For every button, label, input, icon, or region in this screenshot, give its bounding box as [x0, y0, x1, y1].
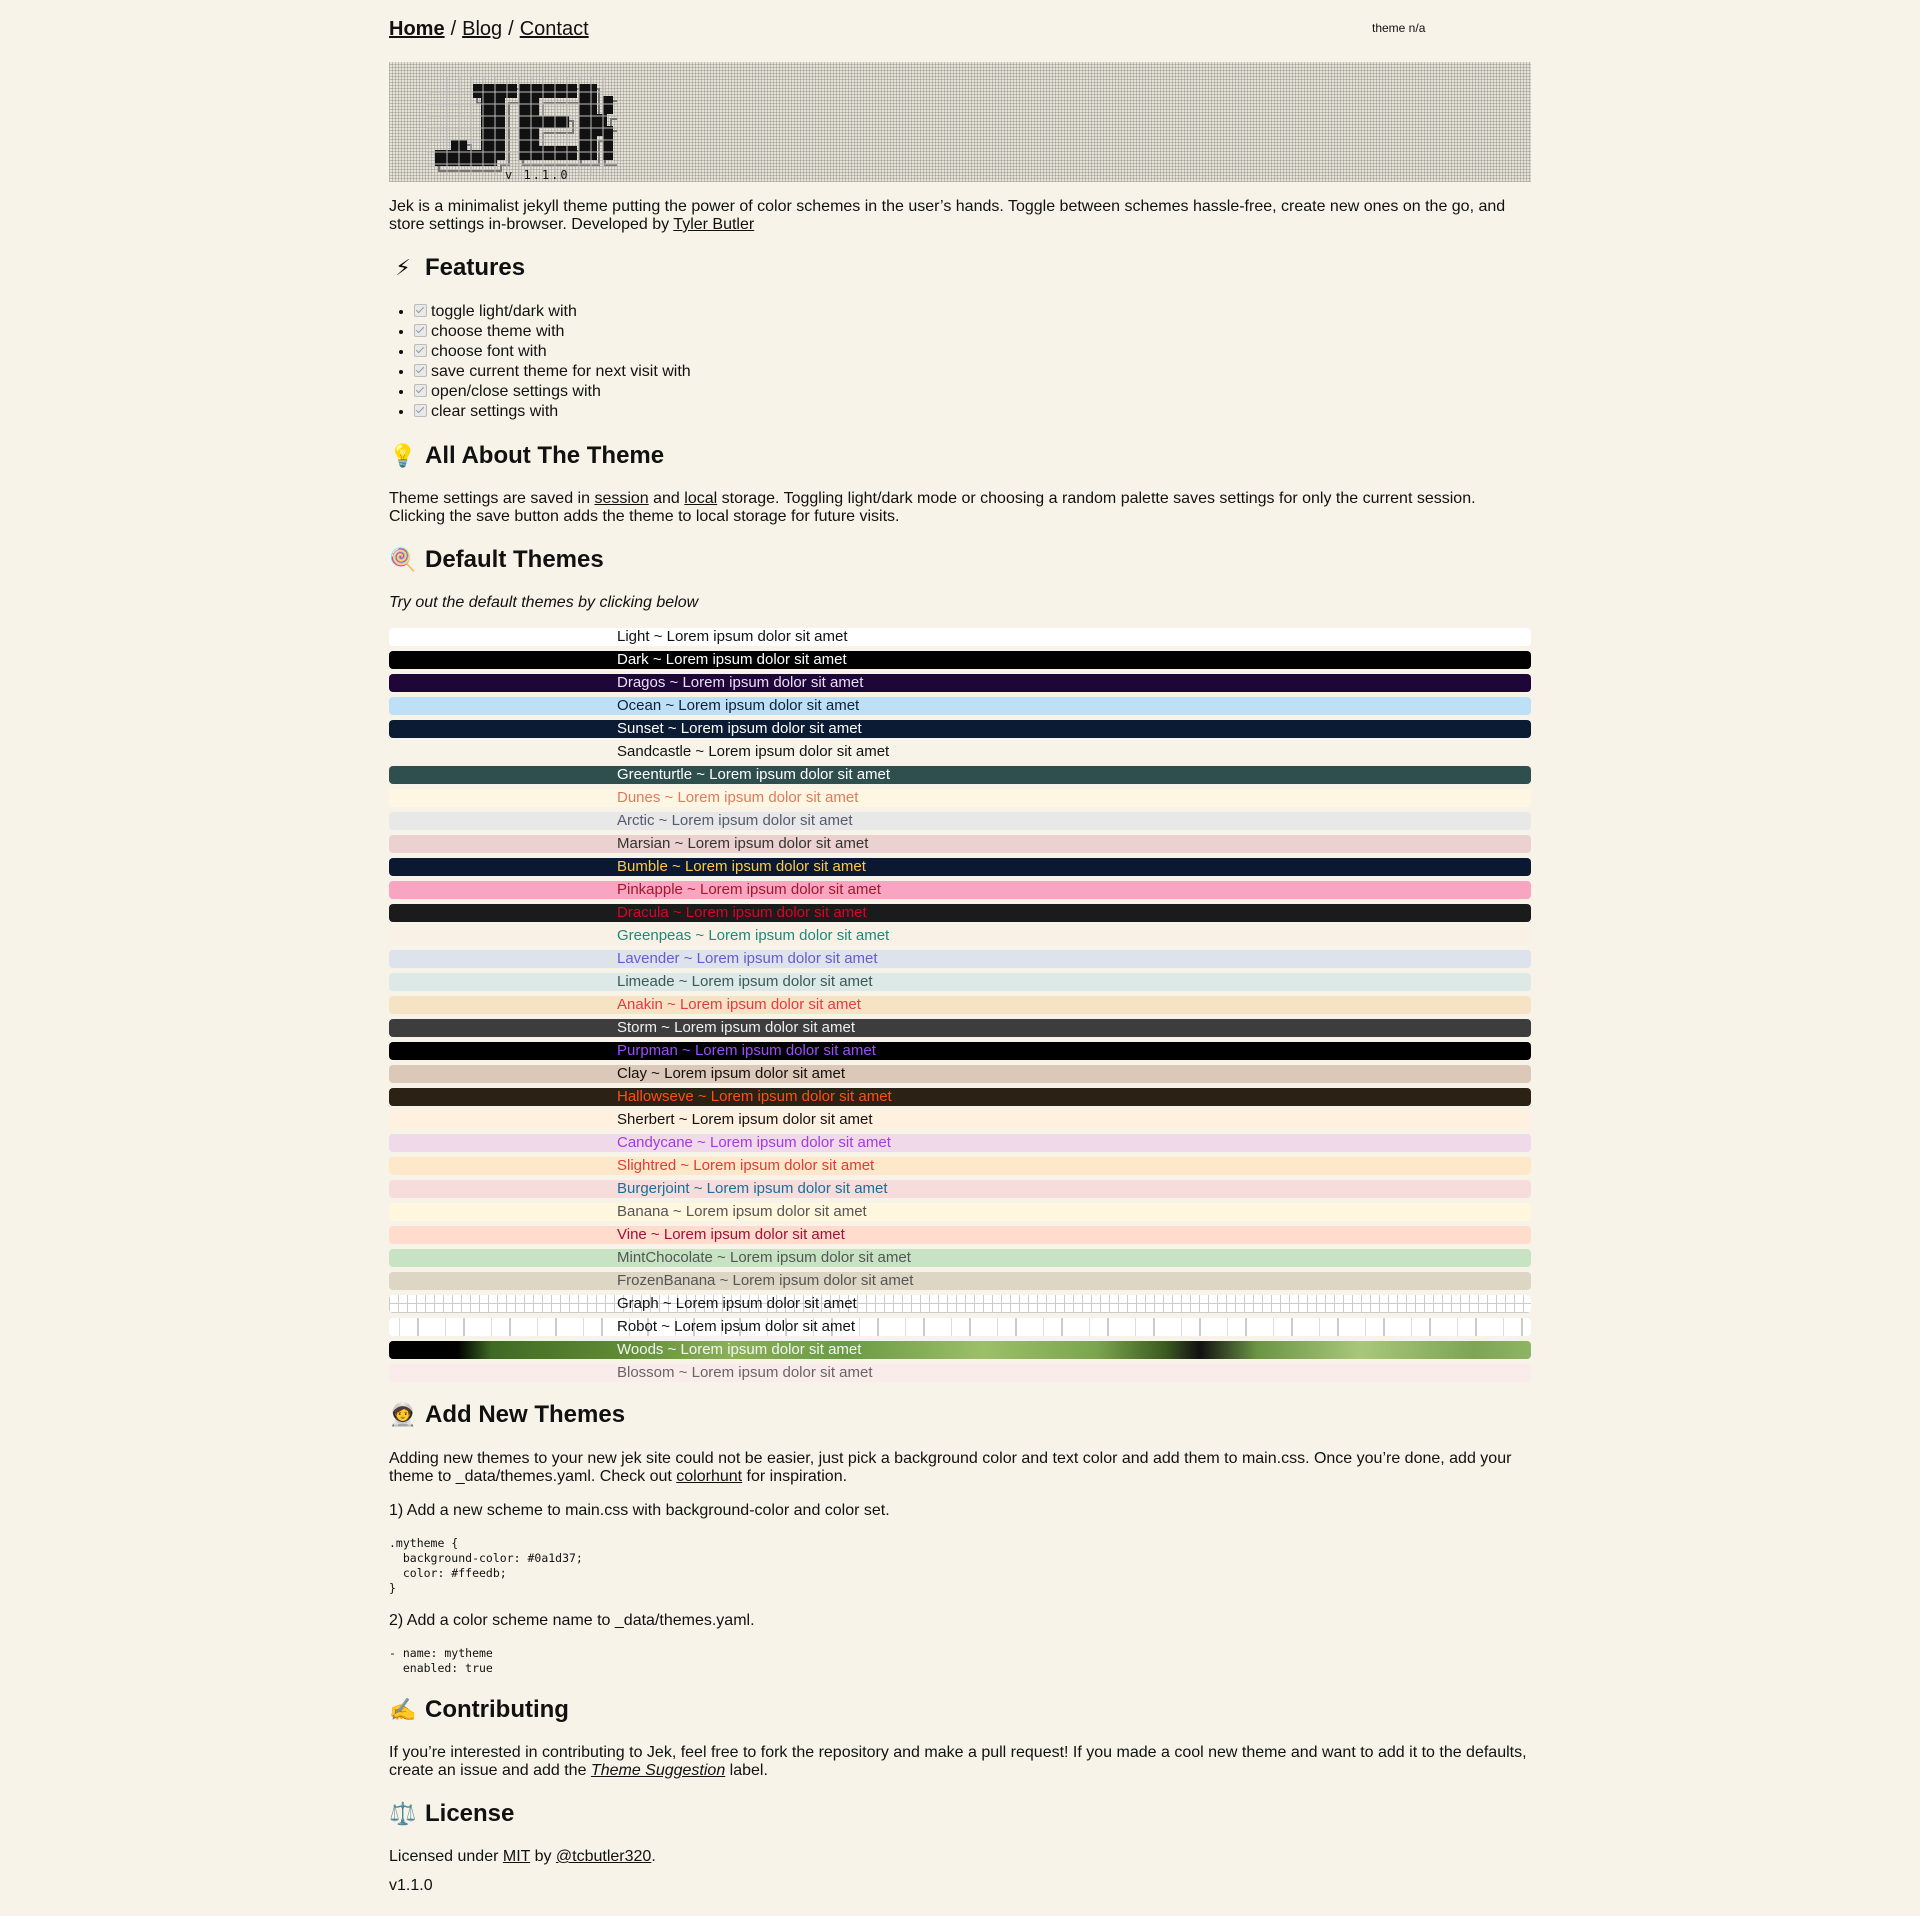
theme-option-clay[interactable]	[389, 1065, 1531, 1083]
theme-option-label	[617, 812, 853, 830]
theme-option-label	[617, 1157, 874, 1175]
feature-label: save current theme for next visit with	[431, 363, 691, 380]
theme-sample-text: ~ Lorem ipsum dolor sit amet	[646, 1226, 845, 1243]
theme-option-label	[617, 1042, 876, 1060]
theme-option-label	[617, 766, 890, 784]
theme-option-lavender[interactable]	[389, 950, 1531, 968]
theme-name: Bumble	[617, 858, 668, 875]
local-link[interactable]: local	[684, 490, 718, 507]
theme-option-label	[617, 1318, 855, 1336]
theme-option-dragos[interactable]	[389, 674, 1531, 692]
feature-item	[414, 382, 691, 402]
theme-sample-text: ~ Lorem ipsum dolor sit amet	[668, 1203, 867, 1220]
license-heading	[389, 1800, 514, 1828]
theme-option-label	[617, 927, 889, 945]
theme-option-light[interactable]	[389, 628, 1531, 646]
add-themes-heading	[389, 1401, 625, 1429]
default-themes-heading	[389, 546, 604, 574]
theme-option-label	[617, 697, 859, 715]
contributing-heading	[389, 1696, 569, 1724]
nav-separator: /	[450, 18, 457, 40]
author-handle-link[interactable]: @tcbutler320	[555, 1848, 652, 1865]
theme-name: Woods	[617, 1341, 664, 1358]
theme-option-label	[617, 720, 862, 738]
theme-sample-text: ~ Lorem ipsum dolor sit amet	[691, 743, 890, 760]
scales-icon: ⚖️	[389, 1801, 417, 1826]
features-heading	[389, 254, 525, 282]
intro-text: Jek is a minimalist jekyll theme putting the power of color schemes in the user’s hands. Toggle between schemes hassle-free, create new ones on the go, and store settings in-browser. Developed by	[389, 198, 1506, 233]
theme-name: Greenpeas	[617, 927, 692, 944]
theme-name: Sherbert	[617, 1111, 675, 1128]
theme-option-hallowseve[interactable]	[389, 1088, 1531, 1106]
theme-option-anakin[interactable]	[389, 996, 1531, 1014]
theme-option-label	[617, 835, 868, 853]
theme-name: Purpman	[617, 1042, 678, 1059]
theme-option-label	[617, 1295, 857, 1313]
theme-option-burgerjoint[interactable]	[389, 1180, 1531, 1198]
theme-name: Ocean	[617, 697, 662, 714]
theme-sample-text: ~ Lorem ipsum dolor sit amet	[658, 1295, 857, 1312]
theme-option-graph[interactable]	[389, 1295, 1531, 1313]
session-link[interactable]: session	[594, 490, 649, 507]
theme-name: Dragos	[617, 674, 666, 691]
theme-sample-text: ~ Lorem ipsum dolor sit amet	[676, 1157, 875, 1174]
add-text: for inspiration.	[742, 1468, 848, 1485]
theme-sample-text: ~ Lorem ipsum dolor sit amet	[674, 1364, 873, 1381]
theme-option-label	[617, 996, 861, 1014]
banner-version: v 1.1.0	[505, 168, 570, 182]
contributing-paragraph	[389, 1744, 1531, 1780]
theme-name: Banana	[617, 1203, 669, 1220]
theme-sample-text: ~ Lorem ipsum dolor sit amet	[649, 628, 848, 645]
theme-option-storm[interactable]	[389, 1019, 1531, 1037]
about-text: and	[648, 490, 685, 507]
license-paragraph	[389, 1848, 1531, 1866]
lightning-icon: ⚡	[395, 255, 411, 280]
about-paragraph	[389, 490, 1531, 526]
theme-option-label	[617, 950, 878, 968]
theme-sample-text: ~ Lorem ipsum dolor sit amet	[657, 1019, 856, 1036]
checkbox-icon	[414, 384, 427, 397]
theme-option-label	[617, 789, 858, 807]
mit-link[interactable]: MIT	[502, 1848, 531, 1865]
theme-option-label	[617, 674, 863, 692]
feature-label: choose theme with	[431, 323, 565, 340]
theme-option-label	[617, 973, 873, 991]
theme-option-mintchocolate[interactable]	[389, 1249, 1531, 1267]
theme-sample-text: ~ Lorem ipsum dolor sit amet	[682, 881, 881, 898]
theme-name: Clay	[617, 1065, 648, 1082]
theme-sample-text: ~ Lorem ipsum dolor sit amet	[667, 858, 866, 875]
theme-name: Sunset	[617, 720, 664, 737]
add-themes-title: Add New Themes	[425, 1401, 626, 1428]
theme-option-candycane[interactable]	[389, 1134, 1531, 1152]
theme-name: Anakin	[617, 996, 663, 1013]
add-themes-paragraph	[389, 1450, 1531, 1486]
theme-option-label	[617, 1272, 913, 1290]
theme-option-arctic[interactable]	[389, 812, 1531, 830]
add-text: Adding new themes to your new jek site could not be easier, just pick a background color and text color and add them to main.css. Once you’re done, add your theme to _data/themes.yaml. Check out	[389, 1450, 1512, 1485]
theme-sample-text: ~ Lorem ipsum dolor sit amet	[654, 812, 853, 829]
theme-sample-text: ~ Lorem ipsum dolor sit amet	[679, 950, 878, 967]
theme-list	[389, 628, 1531, 1387]
theme-sample-text: ~ Lorem ipsum dolor sit amet	[670, 835, 869, 852]
about-heading	[389, 442, 664, 470]
feature-item	[414, 302, 691, 322]
theme-name: Arctic	[617, 812, 655, 829]
theme-name: Dunes	[617, 789, 661, 806]
theme-name: Robot	[617, 1318, 658, 1335]
theme-option-label	[617, 858, 866, 876]
theme-sample-text: ~ Lorem ipsum dolor sit amet	[648, 651, 847, 668]
theme-name: Dracula	[617, 904, 669, 921]
theme-option-label	[617, 1364, 873, 1382]
theme-name: Storm	[617, 1019, 658, 1036]
default-themes-subtitle: Try out the default themes by clicking below	[389, 594, 699, 611]
theme-option-label	[617, 1341, 861, 1359]
theme-sample-text: ~ Lorem ipsum dolor sit amet	[677, 1042, 876, 1059]
theme-option-label	[617, 1111, 873, 1129]
theme-option-frozenbanana[interactable]	[389, 1272, 1531, 1290]
features-title: Features	[425, 254, 526, 281]
step-1-text: 1) Add a new scheme to main.css with background-color and color set.	[389, 1502, 890, 1519]
theme-option-marsian[interactable]	[389, 835, 1531, 853]
lightbulb-icon: 💡	[389, 443, 417, 468]
theme-name: Vine	[617, 1226, 647, 1243]
colorhunt-link[interactable]: colorhunt	[676, 1468, 743, 1485]
feature-item	[414, 402, 691, 422]
theme-name: Burgerjoint	[617, 1180, 690, 1197]
code-block-css: .mytheme { background-color: #0a1d37; color: #ffeedb; }	[389, 1536, 583, 1595]
theme-sample-text: ~ Lorem ipsum dolor sit amet	[689, 1180, 888, 1197]
theme-option-dunes[interactable]	[389, 789, 1531, 807]
theme-sample-text: ~ Lorem ipsum dolor sit amet	[663, 1341, 862, 1358]
license-text: by	[530, 1848, 556, 1865]
theme-option-robot[interactable]	[389, 1318, 1531, 1336]
nav-home-link[interactable]: Home	[389, 18, 445, 40]
theme-option-pinkapple[interactable]	[389, 881, 1531, 899]
code-block-yaml: - name: mytheme enabled: true	[389, 1646, 493, 1675]
theme-option-blossom[interactable]	[389, 1364, 1531, 1382]
astronaut-icon: 🧑‍🚀	[389, 1402, 417, 1427]
theme-option-purpman[interactable]	[389, 1042, 1531, 1060]
checkbox-icon	[414, 324, 427, 337]
theme-sample-text: ~ Lorem ipsum dolor sit amet	[660, 789, 859, 806]
intro-paragraph	[389, 198, 1531, 234]
theme-sample-text: ~ Lorem ipsum dolor sit amet	[662, 996, 861, 1013]
theme-option-sandcastle[interactable]	[389, 743, 1531, 761]
theme-sample-text: ~ Lorem ipsum dolor sit amet	[693, 1088, 892, 1105]
theme-option-dracula[interactable]	[389, 904, 1531, 922]
lollipop-icon: 🍭	[389, 547, 417, 572]
theme-name: Light	[617, 628, 650, 645]
theme-option-ocean[interactable]	[389, 697, 1531, 715]
theme-name: FrozenBanana	[617, 1272, 716, 1289]
about-text: Theme settings are saved in	[389, 490, 595, 507]
checkbox-icon	[414, 344, 427, 357]
theme-option-limeade[interactable]	[389, 973, 1531, 991]
theme-sample-text: ~ Lorem ipsum dolor sit amet	[668, 904, 867, 921]
writing-hand-icon: ✍️	[389, 1697, 417, 1722]
theme-option-slightred[interactable]	[389, 1157, 1531, 1175]
theme-sample-text: ~ Lorem ipsum dolor sit amet	[674, 973, 873, 990]
theme-option-label	[617, 743, 889, 761]
footer-version: v1.1.0	[389, 1877, 433, 1894]
theme-option-label	[617, 1088, 892, 1106]
theme-sample-text: ~ Lorem ipsum dolor sit amet	[647, 1065, 846, 1082]
theme-name: Dark	[617, 651, 649, 668]
theme-name: Limeade	[617, 973, 675, 990]
theme-option-label	[617, 651, 847, 669]
checkbox-icon	[414, 404, 427, 417]
theme-option-greenpeas[interactable]	[389, 927, 1531, 945]
theme-option-greenturtle[interactable]	[389, 766, 1531, 784]
theme-option-label	[617, 1249, 911, 1267]
theme-option-banana[interactable]	[389, 1203, 1531, 1221]
theme-name: Graph	[617, 1295, 659, 1312]
theme-sample-text: ~ Lorem ipsum dolor sit amet	[661, 697, 860, 714]
theme-sample-text: ~ Lorem ipsum dolor sit amet	[692, 766, 891, 783]
theme-option-label	[617, 881, 881, 899]
default-themes-title: Default Themes	[425, 546, 604, 573]
theme-name: Greenturtle	[617, 766, 693, 783]
theme-option-vine[interactable]	[389, 1226, 1531, 1244]
theme-sample-text: ~ Lorem ipsum dolor sit amet	[665, 674, 864, 691]
feature-label: choose font with	[431, 343, 547, 360]
theme-sample-text: ~ Lorem ipsum dolor sit amet	[715, 1272, 914, 1289]
nav-separator: /	[508, 18, 514, 40]
nav-blog-link[interactable]: Blog	[462, 18, 503, 40]
theme-suggestion-link[interactable]: Theme Suggestion	[590, 1762, 726, 1779]
theme-name: Hallowseve	[617, 1088, 694, 1105]
contrib-text: If you’re interested in contributing to Jek, feel free to fork the repository and make a pull request! If you made a cool new theme and want to add it to the defaults, create an issue and add the	[389, 1744, 1527, 1779]
feature-label: open/close settings with	[431, 383, 601, 400]
theme-option-label	[617, 1203, 867, 1221]
theme-name: Marsian	[617, 835, 671, 852]
theme-option-label	[617, 1065, 845, 1083]
theme-sample-text: ~ Lorem ipsum dolor sit amet	[712, 1249, 911, 1266]
theme-name: Blossom	[617, 1364, 675, 1381]
contributing-title: Contributing	[425, 1696, 569, 1723]
feature-item	[414, 342, 691, 362]
feature-label: clear settings with	[431, 403, 559, 420]
theme-option-label	[617, 904, 867, 922]
theme-name: Pinkapple	[617, 881, 683, 898]
nav-contact-link[interactable]: Contact	[519, 18, 589, 40]
theme-sample-text: ~ Lorem ipsum dolor sit amet	[663, 720, 862, 737]
checkbox-icon	[414, 304, 427, 317]
about-text: storage. Toggling light/dark mode or choosing a random palette saves settings for only the current session. Clicking the save button adds the theme to local storage for future visits.	[389, 490, 1476, 525]
theme-sample-text: ~ Lorem ipsum dolor sit amet	[691, 927, 890, 944]
theme-sample-text: ~ Lorem ipsum dolor sit amet	[692, 1134, 891, 1151]
theme-option-dark[interactable]	[389, 651, 1531, 669]
theme-option-sunset[interactable]	[389, 720, 1531, 738]
theme-name: Candycane	[617, 1134, 693, 1151]
license-title: License	[425, 1800, 515, 1827]
jek-logo	[427, 76, 617, 176]
breadcrumb-nav	[389, 18, 589, 41]
theme-option-bumble[interactable]	[389, 858, 1531, 876]
theme-indicator: theme n/a	[1372, 21, 1426, 35]
about-title: All About The Theme	[425, 442, 665, 469]
contrib-text: label.	[725, 1762, 768, 1779]
features-list	[389, 302, 691, 422]
theme-name: MintChocolate	[617, 1249, 713, 1266]
checkbox-icon	[414, 364, 427, 377]
theme-sample-text: ~ Lorem ipsum dolor sit amet	[674, 1111, 873, 1128]
license-text: .	[651, 1848, 656, 1865]
feature-item	[414, 322, 691, 342]
theme-name: Lavender	[617, 950, 680, 967]
license-text: Licensed under	[389, 1848, 503, 1865]
theme-name: Sandcastle	[617, 743, 692, 760]
theme-option-label	[617, 1226, 845, 1244]
step-2-text: 2) Add a color scheme name to _data/themes.yaml.	[389, 1612, 755, 1629]
theme-option-woods[interactable]	[389, 1341, 1531, 1359]
theme-option-label	[617, 1180, 888, 1198]
theme-option-label	[617, 628, 848, 646]
theme-option-label	[617, 1134, 891, 1152]
hero-banner	[389, 62, 1531, 182]
theme-option-label	[617, 1019, 855, 1037]
feature-label: toggle light/dark with	[431, 303, 577, 320]
feature-item	[414, 362, 691, 382]
theme-name: Slightred	[617, 1157, 677, 1174]
author-link[interactable]: Tyler Butler	[673, 216, 755, 233]
theme-option-sherbert[interactable]	[389, 1111, 1531, 1129]
theme-sample-text: ~ Lorem ipsum dolor sit amet	[657, 1318, 856, 1335]
